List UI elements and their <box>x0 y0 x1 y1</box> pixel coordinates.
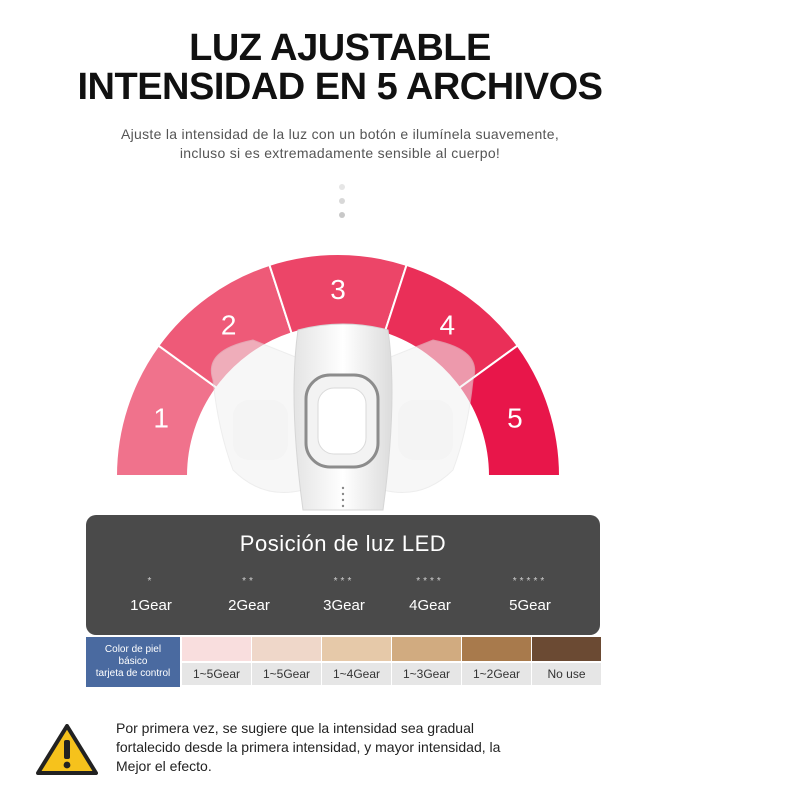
arc-label-3: 3 <box>330 274 346 305</box>
led-position-panel <box>86 515 600 635</box>
skin-header-line: básico <box>118 656 148 667</box>
warning-line-3: Mejor el efecto. <box>116 758 212 774</box>
gear-3-indicator: *** <box>333 576 355 587</box>
scroll-dots <box>339 184 347 226</box>
dot <box>339 198 345 204</box>
gear-2-label: 2Gear <box>228 597 270 614</box>
gear-5 <box>485 573 575 614</box>
subtitle-line-2: incluso si es extremadamente sensible al cuerpo! <box>179 145 501 161</box>
gear-4 <box>385 573 475 614</box>
warning-triangle-icon <box>36 724 98 776</box>
skin-swatch <box>532 637 601 661</box>
arc-label-1: 1 <box>153 402 169 434</box>
gear-2-indicator: ** <box>242 576 256 587</box>
gear-3-label: 3Gear <box>323 597 365 614</box>
skin-color-table <box>86 637 600 687</box>
skin-swatch <box>322 637 391 661</box>
gear-5-indicator: ***** <box>512 576 548 587</box>
arc-label-2: 2 <box>220 309 237 341</box>
gear-4-label: 4Gear <box>409 597 451 614</box>
gear-1 <box>106 573 196 614</box>
skin-table-header <box>86 637 180 687</box>
heading-line-2: INTENSIDAD EN 5 ARCHIVOS <box>77 66 603 108</box>
dot <box>339 212 345 218</box>
skin-swatch <box>392 637 461 661</box>
skin-swatch <box>462 637 531 661</box>
panel-title: Posición de luz LED <box>239 531 447 556</box>
gear-1-label: 1Gear <box>130 597 172 614</box>
gear-3 <box>299 573 389 614</box>
skin-gear-level: 1~5Gear <box>252 663 321 685</box>
arc-label-4: 4 <box>439 309 456 341</box>
warning-line-1: Por primera vez, se sugiere que la intensidad sea gradual <box>116 720 474 736</box>
gear-2 <box>204 573 294 614</box>
device-ghost-right <box>383 340 475 493</box>
arc-label-5: 5 <box>507 402 523 434</box>
device-illustration <box>193 320 493 520</box>
skin-header-line: tarjeta de control <box>95 668 171 679</box>
skin-gear-level: 1~5Gear <box>182 663 251 685</box>
subtitle-line-1: Ajuste la intensidad de la luz con un botón e ilumínela suavemente, <box>120 126 560 142</box>
device-ghost-left <box>211 340 303 493</box>
warning-line-2: fortalecido desde la primera intensidad, y mayor intensidad, la <box>116 739 501 755</box>
skin-gear-level: No use <box>532 663 601 685</box>
skin-gear-level: 1~3Gear <box>392 663 461 685</box>
skin-gear-level: 1~4Gear <box>322 663 391 685</box>
dot <box>339 184 345 190</box>
gear-5-label: 5Gear <box>509 597 551 614</box>
heading-line-1: LUZ AJUSTABLE <box>189 27 491 69</box>
skin-header-line: Color de piel <box>104 644 162 655</box>
skin-gear-level: 1~2Gear <box>462 663 531 685</box>
warning-text <box>116 719 616 776</box>
gear-1-indicator: * <box>147 576 155 587</box>
gear-4-indicator: **** <box>416 576 444 587</box>
skin-swatch <box>252 637 321 661</box>
skin-swatch <box>182 637 251 661</box>
